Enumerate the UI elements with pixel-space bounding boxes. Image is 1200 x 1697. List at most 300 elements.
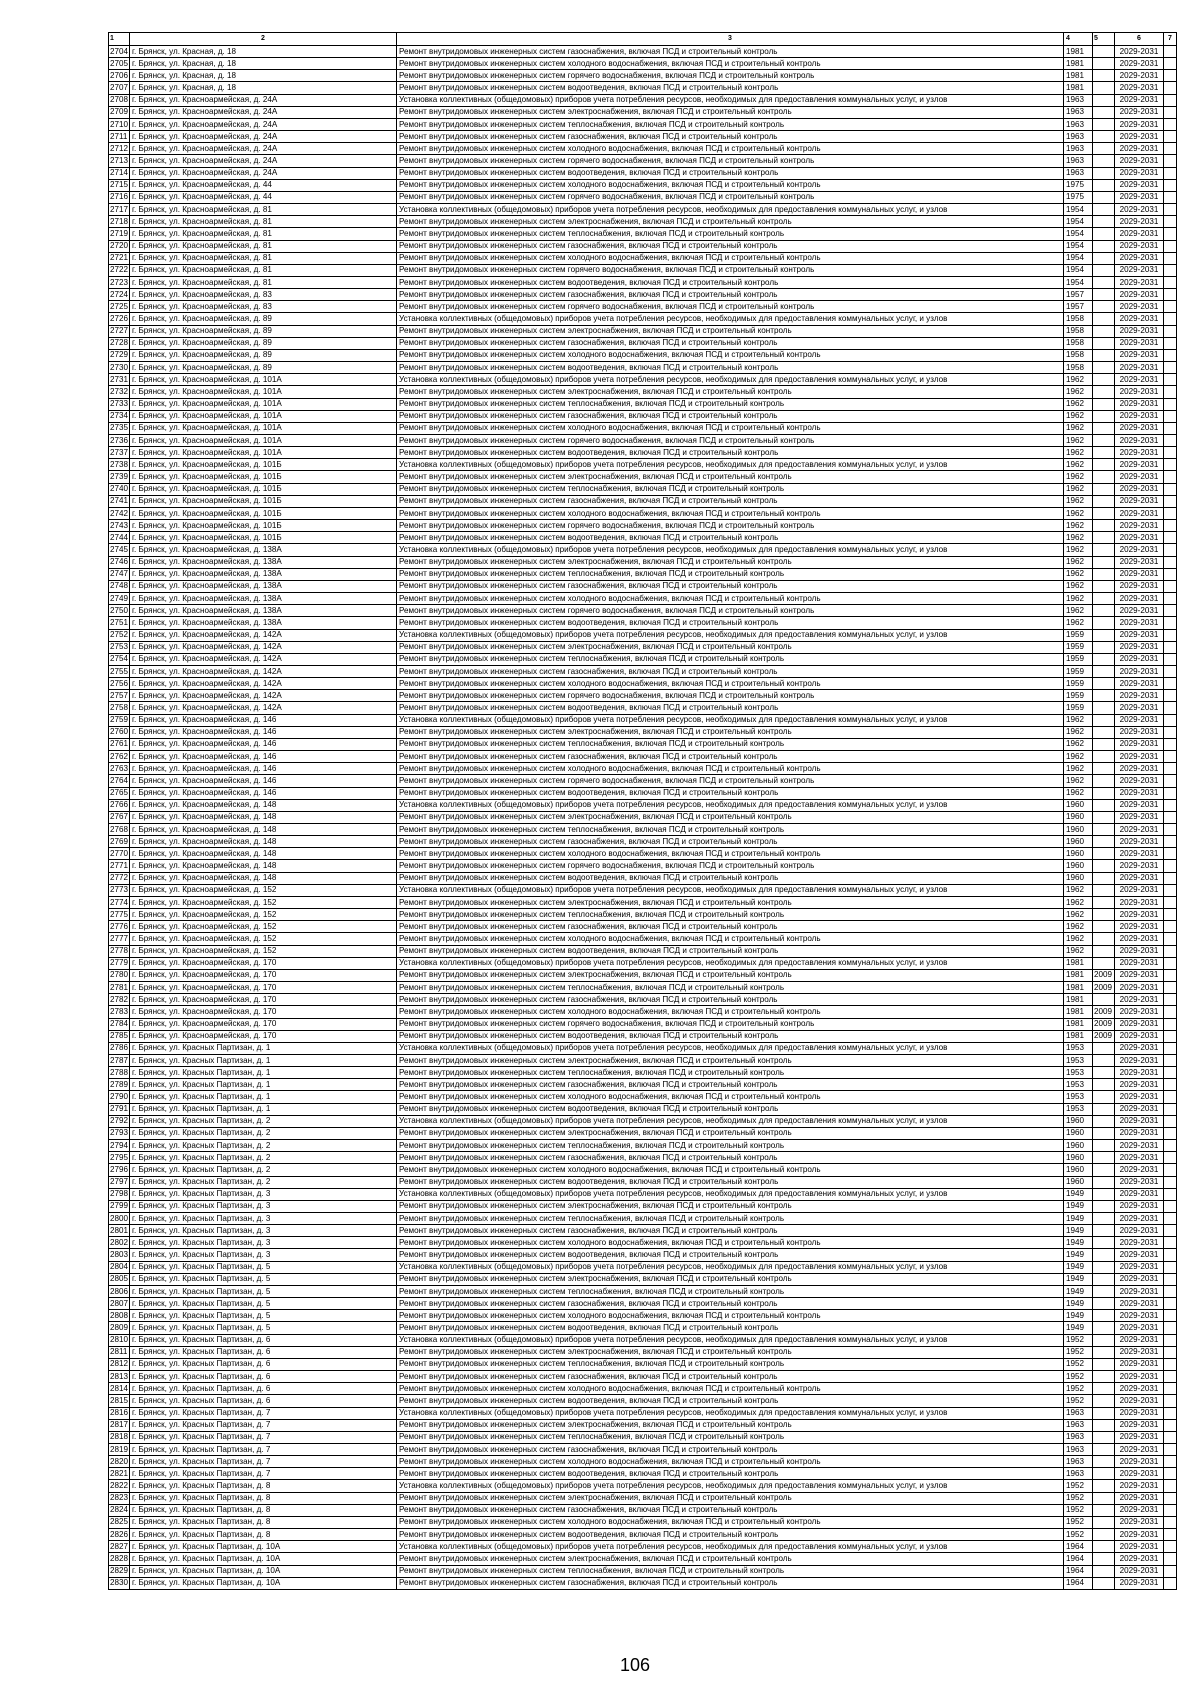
- row-last-repair-year: [1093, 495, 1115, 507]
- row-last-repair-year: [1093, 1310, 1115, 1322]
- row-build-year: 1949: [1064, 1298, 1093, 1310]
- row-last-repair-year: [1093, 1127, 1115, 1139]
- row-period: 2029-2031: [1115, 301, 1164, 313]
- row-work-type: Ремонт внутридомовых инженерных систем теплоснабжения, включая ПСД и строительный контроль: [397, 1213, 1064, 1225]
- row-address: г. Брянск, ул. Красных Партизан, д. 5: [130, 1310, 397, 1322]
- row-last-repair-year: [1093, 1407, 1115, 1419]
- row-number: 2768: [109, 824, 130, 836]
- row-last-repair-year: [1093, 143, 1115, 155]
- row-work-type: Ремонт внутридомовых инженерных систем водоотведения, включая ПСД и строительный контроль: [397, 1249, 1064, 1261]
- table-row: [109, 617, 1177, 629]
- table-row: [109, 653, 1177, 665]
- page-number: 106: [620, 1655, 651, 1675]
- row-number: 2739: [109, 471, 130, 483]
- table-row: [109, 605, 1177, 617]
- row-build-year: 1953: [1064, 1042, 1093, 1054]
- row-last-repair-year: [1093, 957, 1115, 969]
- row-last-repair-year: [1093, 46, 1115, 58]
- row-last-repair-year: [1093, 921, 1115, 933]
- row-number: 2801: [109, 1225, 130, 1237]
- row-number: 2830: [109, 1577, 130, 1589]
- row-period: 2029-2031: [1115, 896, 1164, 908]
- row-note: [1164, 1115, 1177, 1127]
- row-period: 2029-2031: [1115, 957, 1164, 969]
- row-last-repair-year: [1093, 702, 1115, 714]
- row-build-year: 1958: [1064, 337, 1093, 349]
- table-row: [109, 1042, 1177, 1054]
- row-period: 2029-2031: [1115, 702, 1164, 714]
- row-address: г. Брянск, ул. Красноармейская, д. 81: [130, 204, 397, 216]
- header-col-2: 2: [130, 33, 397, 46]
- row-work-type: Ремонт внутридомовых инженерных систем электроснабжения, включая ПСД и строительный контроль: [397, 1273, 1064, 1285]
- row-last-repair-year: [1093, 483, 1115, 495]
- row-work-type: Ремонт внутридомовых инженерных систем холодного водоснабжения, включая ПСД и строительный контроль: [397, 848, 1064, 860]
- row-build-year: 1958: [1064, 313, 1093, 325]
- table-row: [109, 1298, 1177, 1310]
- row-address: г. Брянск, ул. Красноармейская, д. 148: [130, 824, 397, 836]
- row-work-type: Ремонт внутридомовых инженерных систем электроснабжения, включая ПСД и строительный контроль: [397, 726, 1064, 738]
- table-row: [109, 1261, 1177, 1273]
- row-work-type: Ремонт внутридомовых инженерных систем теплоснабжения, включая ПСД и строительный контроль: [397, 1067, 1064, 1079]
- table-row: [109, 1054, 1177, 1066]
- row-build-year: 1962: [1064, 787, 1093, 799]
- table-row: [109, 520, 1177, 532]
- row-last-repair-year: [1093, 1140, 1115, 1152]
- row-address: г. Брянск, ул. Красных Партизан, д. 10А: [130, 1565, 397, 1577]
- table-row: [109, 1395, 1177, 1407]
- row-last-repair-year: [1093, 763, 1115, 775]
- row-note: [1164, 1030, 1177, 1042]
- row-address: г. Брянск, ул. Красноармейская, д. 152: [130, 945, 397, 957]
- row-last-repair-year: [1093, 1249, 1115, 1261]
- row-note: [1164, 617, 1177, 629]
- row-number: 2758: [109, 702, 130, 714]
- row-build-year: 1959: [1064, 641, 1093, 653]
- row-note: [1164, 1225, 1177, 1237]
- row-address: г. Брянск, ул. Красноармейская, д. 81: [130, 252, 397, 264]
- table-row: [109, 325, 1177, 337]
- row-last-repair-year: [1093, 422, 1115, 434]
- row-last-repair-year: [1093, 1188, 1115, 1200]
- row-last-repair-year: [1093, 726, 1115, 738]
- row-note: [1164, 824, 1177, 836]
- row-number: 2734: [109, 410, 130, 422]
- row-number: 2733: [109, 398, 130, 410]
- row-period: 2029-2031: [1115, 787, 1164, 799]
- row-work-type: Ремонт внутридомовых инженерных систем холодного водоснабжения, включая ПСД и строительный контроль: [397, 593, 1064, 605]
- row-build-year: 1949: [1064, 1200, 1093, 1212]
- row-build-year: 1959: [1064, 678, 1093, 690]
- table-row: [109, 884, 1177, 896]
- row-work-type: Ремонт внутридомовых инженерных систем водоотведения, включая ПСД и строительный контроль: [397, 82, 1064, 94]
- row-work-type: Ремонт внутридомовых инженерных систем электроснабжения, включая ПСД и строительный контроль: [397, 1127, 1064, 1139]
- row-last-repair-year: [1093, 1079, 1115, 1091]
- row-build-year: 1960: [1064, 872, 1093, 884]
- row-number: 2756: [109, 678, 130, 690]
- row-address: г. Брянск, ул. Красных Партизан, д. 7: [130, 1407, 397, 1419]
- row-number: 2757: [109, 690, 130, 702]
- row-build-year: 1962: [1064, 921, 1093, 933]
- table-row: [109, 276, 1177, 288]
- row-work-type: Установка коллективных (общедомовых) приборов учета потребления ресурсов, необходимых для предоставления коммунальных услуг, и узлов: [397, 374, 1064, 386]
- row-period: 2029-2031: [1115, 1213, 1164, 1225]
- table-row: [109, 94, 1177, 106]
- row-note: [1164, 1480, 1177, 1492]
- row-work-type: Ремонт внутридомовых инженерных систем газоснабжения, включая ПСД и строительный контроль: [397, 836, 1064, 848]
- row-work-type: Ремонт внутридомовых инженерных систем газоснабжения, включая ПСД и строительный контроль: [397, 495, 1064, 507]
- table-row: [109, 1358, 1177, 1370]
- row-number: 2722: [109, 264, 130, 276]
- row-build-year: 1962: [1064, 763, 1093, 775]
- row-period: 2029-2031: [1115, 94, 1164, 106]
- row-work-type: Ремонт внутридомовых инженерных систем холодного водоснабжения, включая ПСД и строительный контроль: [397, 1456, 1064, 1468]
- row-build-year: 1960: [1064, 836, 1093, 848]
- row-last-repair-year: [1093, 459, 1115, 471]
- row-work-type: Ремонт внутридомовых инженерных систем газоснабжения, включая ПСД и строительный контроль: [397, 751, 1064, 763]
- table-row: [109, 641, 1177, 653]
- row-build-year: 1954: [1064, 240, 1093, 252]
- row-last-repair-year: [1093, 374, 1115, 386]
- row-period: 2029-2031: [1115, 1322, 1164, 1334]
- row-build-year: 1953: [1064, 1054, 1093, 1066]
- row-work-type: Ремонт внутридомовых инженерных систем электроснабжения, включая ПСД и строительный контроль: [397, 106, 1064, 118]
- table-row: [109, 447, 1177, 459]
- row-number: 2829: [109, 1565, 130, 1577]
- row-last-repair-year: [1093, 909, 1115, 921]
- row-build-year: 1959: [1064, 690, 1093, 702]
- row-last-repair-year: [1093, 678, 1115, 690]
- row-last-repair-year: [1093, 1346, 1115, 1358]
- row-address: г. Брянск, ул. Красноармейская, д. 101А: [130, 435, 397, 447]
- row-last-repair-year: [1093, 593, 1115, 605]
- row-last-repair-year: [1093, 1273, 1115, 1285]
- table-row: [109, 495, 1177, 507]
- row-last-repair-year: 2009: [1093, 1030, 1115, 1042]
- row-period: 2029-2031: [1115, 374, 1164, 386]
- row-address: г. Брянск, ул. Красных Партизан, д. 2: [130, 1164, 397, 1176]
- row-build-year: 1975: [1064, 191, 1093, 203]
- row-last-repair-year: [1093, 155, 1115, 167]
- row-work-type: Ремонт внутридомовых инженерных систем газоснабжения, включая ПСД и строительный контроль: [397, 1443, 1064, 1455]
- row-note: [1164, 435, 1177, 447]
- table-row: [109, 58, 1177, 70]
- table-row: [109, 1553, 1177, 1565]
- row-work-type: Ремонт внутридомовых инженерных систем электроснабжения, включая ПСД и строительный контроль: [397, 386, 1064, 398]
- row-build-year: 1949: [1064, 1310, 1093, 1322]
- row-number: 2747: [109, 568, 130, 580]
- row-address: г. Брянск, ул. Красных Партизан, д. 6: [130, 1346, 397, 1358]
- row-address: г. Брянск, ул. Красноармейская, д. 101Б: [130, 483, 397, 495]
- row-number: 2759: [109, 714, 130, 726]
- row-work-type: Ремонт внутридомовых инженерных систем горячего водоснабжения, включая ПСД и строительный контроль: [397, 264, 1064, 276]
- row-work-type: Ремонт внутридомовых инженерных систем водоотведения, включая ПСД и строительный контроль: [397, 1176, 1064, 1188]
- row-note: [1164, 240, 1177, 252]
- row-number: 2727: [109, 325, 130, 337]
- row-note: [1164, 1298, 1177, 1310]
- row-address: г. Брянск, ул. Красных Партизан, д. 2: [130, 1176, 397, 1188]
- row-address: г. Брянск, ул. Красноармейская, д. 170: [130, 1006, 397, 1018]
- row-work-type: Ремонт внутридомовых инженерных систем водоотведения, включая ПСД и строительный контроль: [397, 447, 1064, 459]
- row-last-repair-year: [1093, 1577, 1115, 1589]
- table-row: [109, 1431, 1177, 1443]
- row-address: г. Брянск, ул. Красноармейская, д. 146: [130, 775, 397, 787]
- row-work-type: Установка коллективных (общедомовых) приборов учета потребления ресурсов, необходимых для предоставления коммунальных услуг, и узлов: [397, 313, 1064, 325]
- row-number: 2724: [109, 289, 130, 301]
- row-last-repair-year: [1093, 131, 1115, 143]
- row-number: 2795: [109, 1152, 130, 1164]
- row-work-type: Ремонт внутридомовых инженерных систем водоотведения, включая ПСД и строительный контроль: [397, 787, 1064, 799]
- row-number: 2789: [109, 1079, 130, 1091]
- table-row: [109, 824, 1177, 836]
- row-last-repair-year: [1093, 1091, 1115, 1103]
- row-note: [1164, 252, 1177, 264]
- row-build-year: 1962: [1064, 386, 1093, 398]
- table-row: [109, 252, 1177, 264]
- row-note: [1164, 653, 1177, 665]
- row-last-repair-year: [1093, 568, 1115, 580]
- row-note: [1164, 289, 1177, 301]
- row-period: 2029-2031: [1115, 1431, 1164, 1443]
- table-row: [109, 1115, 1177, 1127]
- table-row: [109, 1176, 1177, 1188]
- row-build-year: 1981: [1064, 1030, 1093, 1042]
- row-address: г. Брянск, ул. Красноармейская, д. 89: [130, 325, 397, 337]
- row-number: 2792: [109, 1115, 130, 1127]
- row-last-repair-year: [1093, 471, 1115, 483]
- table-row: [109, 1249, 1177, 1261]
- row-build-year: 1949: [1064, 1322, 1093, 1334]
- row-period: 2029-2031: [1115, 617, 1164, 629]
- row-note: [1164, 325, 1177, 337]
- row-build-year: 1949: [1064, 1285, 1093, 1297]
- row-address: г. Брянск, ул. Красноармейская, д. 24А: [130, 94, 397, 106]
- row-work-type: Ремонт внутридомовых инженерных систем газоснабжения, включая ПСД и строительный контроль: [397, 1504, 1064, 1516]
- row-address: г. Брянск, ул. Красноармейская, д. 170: [130, 1018, 397, 1030]
- row-work-type: Установка коллективных (общедомовых) приборов учета потребления ресурсов, необходимых для предоставления коммунальных услуг, и узлов: [397, 799, 1064, 811]
- row-build-year: 1963: [1064, 118, 1093, 130]
- row-number: 2704: [109, 46, 130, 58]
- row-address: г. Брянск, ул. Красных Партизан, д. 5: [130, 1261, 397, 1273]
- row-build-year: 1952: [1064, 1492, 1093, 1504]
- row-address: г. Брянск, ул. Красных Партизан, д. 6: [130, 1358, 397, 1370]
- row-period: 2029-2031: [1115, 1091, 1164, 1103]
- row-build-year: 1962: [1064, 410, 1093, 422]
- header-col-3: 3: [397, 33, 1064, 46]
- table-row: [109, 1565, 1177, 1577]
- row-build-year: 1960: [1064, 1115, 1093, 1127]
- row-last-repair-year: [1093, 714, 1115, 726]
- row-work-type: Ремонт внутридомовых инженерных систем холодного водоснабжения, включая ПСД и строительный контроль: [397, 678, 1064, 690]
- row-build-year: 1960: [1064, 811, 1093, 823]
- row-work-type: Ремонт внутридомовых инженерных систем теплоснабжения, включая ПСД и строительный контроль: [397, 1358, 1064, 1370]
- row-build-year: 1949: [1064, 1261, 1093, 1273]
- header-col-5: 5: [1093, 33, 1115, 46]
- row-work-type: Ремонт внутридомовых инженерных систем газоснабжения, включая ПСД и строительный контроль: [397, 1577, 1064, 1589]
- row-note: [1164, 969, 1177, 981]
- row-number: 2816: [109, 1407, 130, 1419]
- row-period: 2029-2031: [1115, 1456, 1164, 1468]
- row-period: 2029-2031: [1115, 593, 1164, 605]
- row-address: г. Брянск, ул. Красных Партизан, д. 3: [130, 1225, 397, 1237]
- row-build-year: 1964: [1064, 1577, 1093, 1589]
- row-number: 2716: [109, 191, 130, 203]
- row-period: 2029-2031: [1115, 1407, 1164, 1419]
- table-row: [109, 240, 1177, 252]
- row-period: 2029-2031: [1115, 836, 1164, 848]
- row-address: г. Брянск, ул. Красная, д. 18: [130, 82, 397, 94]
- row-note: [1164, 349, 1177, 361]
- row-work-type: Ремонт внутридомовых инженерных систем холодного водоснабжения, включая ПСД и строительный контроль: [397, 1164, 1064, 1176]
- row-number: 2783: [109, 1006, 130, 1018]
- row-last-repair-year: [1093, 1213, 1115, 1225]
- row-build-year: 1954: [1064, 264, 1093, 276]
- row-build-year: 1975: [1064, 179, 1093, 191]
- row-number: 2762: [109, 751, 130, 763]
- row-period: 2029-2031: [1115, 106, 1164, 118]
- table-row: [109, 702, 1177, 714]
- row-note: [1164, 483, 1177, 495]
- row-note: [1164, 1079, 1177, 1091]
- row-period: 2029-2031: [1115, 1249, 1164, 1261]
- row-address: г. Брянск, ул. Красноармейская, д. 138А: [130, 580, 397, 592]
- row-build-year: 1949: [1064, 1213, 1093, 1225]
- row-address: г. Брянск, ул. Красных Партизан, д. 3: [130, 1249, 397, 1261]
- row-number: 2805: [109, 1273, 130, 1285]
- row-period: 2029-2031: [1115, 1346, 1164, 1358]
- row-work-type: Установка коллективных (общедомовых) приборов учета потребления ресурсов, необходимых для предоставления коммунальных услуг, и узлов: [397, 1261, 1064, 1273]
- row-last-repair-year: [1093, 1152, 1115, 1164]
- row-last-repair-year: [1093, 1516, 1115, 1528]
- row-address: г. Брянск, ул. Красноармейская, д. 142А: [130, 665, 397, 677]
- row-address: г. Брянск, ул. Красных Партизан, д. 8: [130, 1516, 397, 1528]
- row-period: 2029-2031: [1115, 325, 1164, 337]
- row-address: г. Брянск, ул. Красноармейская, д. 83: [130, 289, 397, 301]
- row-address: г. Брянск, ул. Красноармейская, д. 101Б: [130, 532, 397, 544]
- row-address: г. Брянск, ул. Красноармейская, д. 146: [130, 738, 397, 750]
- row-build-year: 1949: [1064, 1273, 1093, 1285]
- row-note: [1164, 1529, 1177, 1541]
- row-note: [1164, 751, 1177, 763]
- row-last-repair-year: [1093, 1261, 1115, 1273]
- row-work-type: Ремонт внутридомовых инженерных систем водоотведения, включая ПСД и строительный контроль: [397, 276, 1064, 288]
- row-number: 2764: [109, 775, 130, 787]
- row-number: 2785: [109, 1030, 130, 1042]
- row-address: г. Брянск, ул. Красноармейская, д. 152: [130, 933, 397, 945]
- row-number: 2822: [109, 1480, 130, 1492]
- row-address: г. Брянск, ул. Красноармейская, д. 170: [130, 1030, 397, 1042]
- row-address: г. Брянск, ул. Красноармейская, д. 89: [130, 362, 397, 374]
- row-number: 2779: [109, 957, 130, 969]
- row-build-year: 1952: [1064, 1504, 1093, 1516]
- row-number: 2735: [109, 422, 130, 434]
- row-address: г. Брянск, ул. Красных Партизан, д. 3: [130, 1213, 397, 1225]
- row-last-repair-year: [1093, 945, 1115, 957]
- row-build-year: 1954: [1064, 204, 1093, 216]
- row-work-type: Установка коллективных (общедомовых) приборов учета потребления ресурсов, необходимых для предоставления коммунальных услуг, и узлов: [397, 1407, 1064, 1419]
- table-row: [109, 994, 1177, 1006]
- row-work-type: Ремонт внутридомовых инженерных систем холодного водоснабжения, включая ПСД и строительный контроль: [397, 143, 1064, 155]
- row-address: г. Брянск, ул. Красных Партизан, д. 8: [130, 1504, 397, 1516]
- table-row: [109, 143, 1177, 155]
- row-work-type: Ремонт внутридомовых инженерных систем электроснабжения, включая ПСД и строительный контроль: [397, 1054, 1064, 1066]
- row-note: [1164, 1103, 1177, 1115]
- row-note: [1164, 957, 1177, 969]
- row-last-repair-year: [1093, 301, 1115, 313]
- row-number: 2775: [109, 909, 130, 921]
- row-period: 2029-2031: [1115, 1176, 1164, 1188]
- row-note: [1164, 1188, 1177, 1200]
- table-row: [109, 726, 1177, 738]
- table-row: [109, 82, 1177, 94]
- row-build-year: 1964: [1064, 1565, 1093, 1577]
- row-work-type: Ремонт внутридомовых инженерных систем горячего водоснабжения, включая ПСД и строительный контроль: [397, 690, 1064, 702]
- table-row: [109, 204, 1177, 216]
- table-row: [109, 483, 1177, 495]
- row-period: 2029-2031: [1115, 678, 1164, 690]
- row-work-type: Ремонт внутридомовых инженерных систем электроснабжения, включая ПСД и строительный контроль: [397, 1419, 1064, 1431]
- row-number: 2771: [109, 860, 130, 872]
- row-work-type: Ремонт внутридомовых инженерных систем водоотведения, включая ПСД и строительный контроль: [397, 1395, 1064, 1407]
- row-period: 2029-2031: [1115, 1529, 1164, 1541]
- row-note: [1164, 690, 1177, 702]
- row-last-repair-year: [1093, 1200, 1115, 1212]
- row-build-year: 1962: [1064, 507, 1093, 519]
- row-period: 2029-2031: [1115, 118, 1164, 130]
- row-work-type: Ремонт внутридомовых инженерных систем холодного водоснабжения, включая ПСД и строительный контроль: [397, 1383, 1064, 1395]
- row-last-repair-year: [1093, 1443, 1115, 1455]
- row-address: г. Брянск, ул. Красноармейская, д. 170: [130, 994, 397, 1006]
- row-number: 2786: [109, 1042, 130, 1054]
- row-note: [1164, 665, 1177, 677]
- table-row: [109, 1140, 1177, 1152]
- table-row: [109, 969, 1177, 981]
- table-row: [109, 787, 1177, 799]
- row-work-type: Установка коллективных (общедомовых) приборов учета потребления ресурсов, необходимых для предоставления коммунальных услуг, и узлов: [397, 1334, 1064, 1346]
- row-build-year: 1960: [1064, 848, 1093, 860]
- table-row: [109, 763, 1177, 775]
- row-note: [1164, 556, 1177, 568]
- row-note: [1164, 1346, 1177, 1358]
- table-row: [109, 46, 1177, 58]
- row-number: 2760: [109, 726, 130, 738]
- row-work-type: Установка коллективных (общедомовых) приборов учета потребления ресурсов, необходимых для предоставления коммунальных услуг, и узлов: [397, 544, 1064, 556]
- row-number: 2753: [109, 641, 130, 653]
- row-build-year: 1958: [1064, 349, 1093, 361]
- row-build-year: 1959: [1064, 629, 1093, 641]
- row-period: 2029-2031: [1115, 520, 1164, 532]
- row-period: 2029-2031: [1115, 131, 1164, 143]
- row-last-repair-year: [1093, 1115, 1115, 1127]
- row-note: [1164, 1456, 1177, 1468]
- table-row: [109, 398, 1177, 410]
- row-note: [1164, 167, 1177, 179]
- row-build-year: 1963: [1064, 143, 1093, 155]
- row-number: 2723: [109, 276, 130, 288]
- row-number: 2823: [109, 1492, 130, 1504]
- row-build-year: 1963: [1064, 1456, 1093, 1468]
- table-row: [109, 1188, 1177, 1200]
- row-note: [1164, 1383, 1177, 1395]
- row-address: г. Брянск, ул. Красноармейская, д. 44: [130, 191, 397, 203]
- row-work-type: Ремонт внутридомовых инженерных систем холодного водоснабжения, включая ПСД и строительный контроль: [397, 58, 1064, 70]
- row-last-repair-year: [1093, 216, 1115, 228]
- row-work-type: Ремонт внутридомовых инженерных систем горячего водоснабжения, включая ПСД и строительный контроль: [397, 155, 1064, 167]
- row-work-type: Ремонт внутридомовых инженерных систем водоотведения, включая ПСД и строительный контроль: [397, 617, 1064, 629]
- row-period: 2029-2031: [1115, 70, 1164, 82]
- row-work-type: Установка коллективных (общедомовых) приборов учета потребления ресурсов, необходимых для предоставления коммунальных услуг, и узлов: [397, 204, 1064, 216]
- row-number: 2711: [109, 131, 130, 143]
- row-note: [1164, 1042, 1177, 1054]
